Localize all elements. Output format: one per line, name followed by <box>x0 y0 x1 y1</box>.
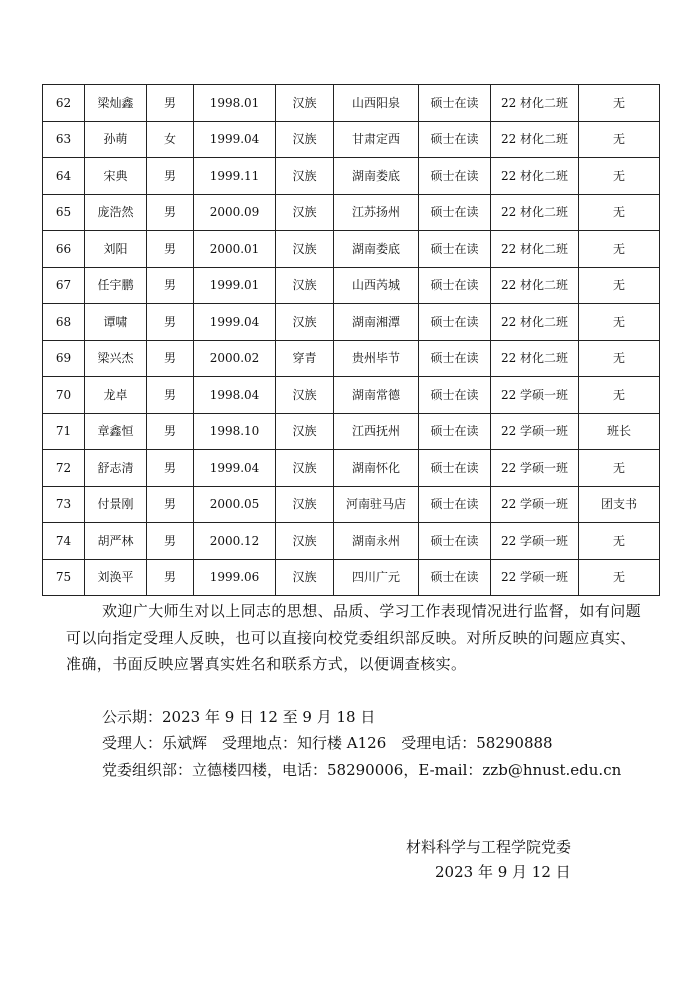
cell-status: 硕士在读 <box>419 377 491 414</box>
cell-origin: 湖南常德 <box>334 377 419 414</box>
cell-ethnicity: 汉族 <box>276 85 334 122</box>
cell-origin: 湖南娄底 <box>334 158 419 195</box>
cell-origin: 山西阳泉 <box>334 85 419 122</box>
cell-gender: 男 <box>147 158 194 195</box>
cell-seq: 71 <box>43 413 85 450</box>
cell-status: 硕士在读 <box>419 85 491 122</box>
cell-gender: 男 <box>147 267 194 304</box>
table-row <box>43 231 660 268</box>
cell-name: 宋典 <box>85 158 147 195</box>
cell-origin: 江苏扬州 <box>334 194 419 231</box>
cell-status: 硕士在读 <box>419 194 491 231</box>
table-row <box>43 413 660 450</box>
cell-origin: 四川广元 <box>334 559 419 596</box>
cell-origin: 湖南怀化 <box>334 450 419 487</box>
cell-birth: 2000.01 <box>194 231 276 268</box>
cell-class: 22 材化二班 <box>491 121 579 158</box>
cell-name: 梁灿鑫 <box>85 85 147 122</box>
cell-birth: 2000.09 <box>194 194 276 231</box>
table-row <box>43 267 660 304</box>
cell-ethnicity: 汉族 <box>276 231 334 268</box>
cell-name: 谭啸 <box>85 304 147 341</box>
signature-org: 材料科学与工程学院党委 <box>406 838 572 856</box>
cell-seq: 66 <box>43 231 85 268</box>
cell-birth: 1998.10 <box>194 413 276 450</box>
cell-seq: 68 <box>43 304 85 341</box>
cell-status: 硕士在读 <box>419 523 491 560</box>
table-row <box>43 194 660 231</box>
cell-birth: 1999.04 <box>194 450 276 487</box>
cell-name: 龙卓 <box>85 377 147 414</box>
cell-status: 硕士在读 <box>419 121 491 158</box>
cell-position: 无 <box>579 523 660 560</box>
cell-gender: 男 <box>147 231 194 268</box>
cell-name: 刘阳 <box>85 231 147 268</box>
cell-class: 22 学硕一班 <box>491 523 579 560</box>
cell-seq: 63 <box>43 121 85 158</box>
cell-ethnicity: 汉族 <box>276 267 334 304</box>
cell-ethnicity: 汉族 <box>276 523 334 560</box>
cell-position: 无 <box>579 194 660 231</box>
cell-seq: 62 <box>43 85 85 122</box>
cell-status: 硕士在读 <box>419 340 491 377</box>
table-row <box>43 559 660 596</box>
cell-position: 无 <box>579 304 660 341</box>
cell-gender: 男 <box>147 377 194 414</box>
cell-position: 无 <box>579 158 660 195</box>
cell-ethnicity: 汉族 <box>276 194 334 231</box>
cell-class: 22 学硕一班 <box>491 450 579 487</box>
cell-status: 硕士在读 <box>419 158 491 195</box>
cell-ethnicity: 汉族 <box>276 377 334 414</box>
table-row <box>43 85 660 122</box>
cell-class: 22 材化二班 <box>491 304 579 341</box>
signature-date: 2023 年 9 月 12 日 <box>435 863 571 881</box>
cell-position: 无 <box>579 85 660 122</box>
cell-seq: 69 <box>43 340 85 377</box>
cell-name: 舒志清 <box>85 450 147 487</box>
cell-name: 付景刚 <box>85 486 147 523</box>
cell-origin: 湖南娄底 <box>334 231 419 268</box>
cell-birth: 1999.04 <box>194 121 276 158</box>
cell-origin: 河南驻马店 <box>334 486 419 523</box>
cell-gender: 男 <box>147 413 194 450</box>
cell-origin: 贵州毕节 <box>334 340 419 377</box>
cell-birth: 1999.04 <box>194 304 276 341</box>
cell-gender: 女 <box>147 121 194 158</box>
cell-ethnicity: 汉族 <box>276 304 334 341</box>
student-roster-table <box>42 84 660 596</box>
notice-contact: 受理人：乐斌辉 受理地点：知行楼 A126 受理电话：58290888 <box>102 734 553 752</box>
notice-paragraph: 欢迎广大师生对以上同志的思想、品质、学习工作表现情况进行监督，如有问题可以向指定受理人反映，也可以直接向校党委组织部反映。对所反映的问题应真实、准确，书面反映应署真实姓名和联系方式，以便调查核实。 <box>66 602 642 673</box>
cell-position: 无 <box>579 121 660 158</box>
cell-gender: 男 <box>147 486 194 523</box>
cell-origin: 山西芮城 <box>334 267 419 304</box>
cell-position: 无 <box>579 450 660 487</box>
cell-class: 22 材化二班 <box>491 267 579 304</box>
cell-birth: 1999.06 <box>194 559 276 596</box>
cell-birth: 1999.01 <box>194 267 276 304</box>
cell-gender: 男 <box>147 85 194 122</box>
cell-birth: 2000.02 <box>194 340 276 377</box>
cell-class: 22 材化二班 <box>491 340 579 377</box>
cell-gender: 男 <box>147 194 194 231</box>
cell-position: 无 <box>579 231 660 268</box>
cell-status: 硕士在读 <box>419 413 491 450</box>
cell-status: 硕士在读 <box>419 559 491 596</box>
cell-class: 22 学硕一班 <box>491 413 579 450</box>
cell-status: 硕士在读 <box>419 450 491 487</box>
cell-seq: 64 <box>43 158 85 195</box>
cell-name: 章鑫恒 <box>85 413 147 450</box>
cell-birth: 1999.11 <box>194 158 276 195</box>
cell-seq: 72 <box>43 450 85 487</box>
cell-class: 22 学硕一班 <box>491 377 579 414</box>
table-row <box>43 121 660 158</box>
cell-ethnicity: 穿青 <box>276 340 334 377</box>
cell-class: 22 材化二班 <box>491 158 579 195</box>
cell-seq: 75 <box>43 559 85 596</box>
table-row <box>43 340 660 377</box>
cell-ethnicity: 汉族 <box>276 413 334 450</box>
cell-position: 班长 <box>579 413 660 450</box>
cell-position: 无 <box>579 377 660 414</box>
cell-name: 梁兴杰 <box>85 340 147 377</box>
cell-status: 硕士在读 <box>419 231 491 268</box>
cell-ethnicity: 汉族 <box>276 121 334 158</box>
cell-status: 硕士在读 <box>419 486 491 523</box>
cell-gender: 男 <box>147 340 194 377</box>
notice-dept: 党委组织部：立德楼四楼，电话：58290006，E-mail：zzb@hnust.edu.cn <box>102 761 622 779</box>
roster-body <box>43 85 660 596</box>
table-row <box>43 450 660 487</box>
cell-name: 任宇鹏 <box>85 267 147 304</box>
cell-class: 22 材化二班 <box>491 85 579 122</box>
cell-name: 刘涣平 <box>85 559 147 596</box>
cell-seq: 70 <box>43 377 85 414</box>
cell-origin: 江西抚州 <box>334 413 419 450</box>
table-row <box>43 486 660 523</box>
cell-origin: 湖南湘潭 <box>334 304 419 341</box>
cell-class: 22 学硕一班 <box>491 559 579 596</box>
cell-seq: 74 <box>43 523 85 560</box>
cell-birth: 2000.12 <box>194 523 276 560</box>
cell-gender: 男 <box>147 304 194 341</box>
cell-status: 硕士在读 <box>419 304 491 341</box>
cell-ethnicity: 汉族 <box>276 450 334 487</box>
cell-ethnicity: 汉族 <box>276 158 334 195</box>
table-row <box>43 523 660 560</box>
cell-origin: 甘肃定西 <box>334 121 419 158</box>
cell-seq: 67 <box>43 267 85 304</box>
cell-name: 孙萌 <box>85 121 147 158</box>
cell-position: 团支书 <box>579 486 660 523</box>
cell-name: 庞浩然 <box>85 194 147 231</box>
cell-gender: 男 <box>147 450 194 487</box>
table-row <box>43 304 660 341</box>
cell-seq: 65 <box>43 194 85 231</box>
cell-ethnicity: 汉族 <box>276 486 334 523</box>
cell-class: 22 材化二班 <box>491 194 579 231</box>
cell-birth: 1998.04 <box>194 377 276 414</box>
cell-ethnicity: 汉族 <box>276 559 334 596</box>
cell-class: 22 学硕一班 <box>491 486 579 523</box>
notice-period: 公示期：2023 年 9 日 12 至 9 月 18 日 <box>102 708 376 726</box>
table-row <box>43 158 660 195</box>
cell-seq: 73 <box>43 486 85 523</box>
cell-position: 无 <box>579 559 660 596</box>
cell-gender: 男 <box>147 559 194 596</box>
cell-birth: 1998.01 <box>194 85 276 122</box>
cell-gender: 男 <box>147 523 194 560</box>
table-row <box>43 377 660 414</box>
cell-birth: 2000.05 <box>194 486 276 523</box>
cell-position: 无 <box>579 340 660 377</box>
cell-status: 硕士在读 <box>419 267 491 304</box>
cell-position: 无 <box>579 267 660 304</box>
cell-class: 22 材化二班 <box>491 231 579 268</box>
cell-name: 胡严林 <box>85 523 147 560</box>
cell-origin: 湖南永州 <box>334 523 419 560</box>
